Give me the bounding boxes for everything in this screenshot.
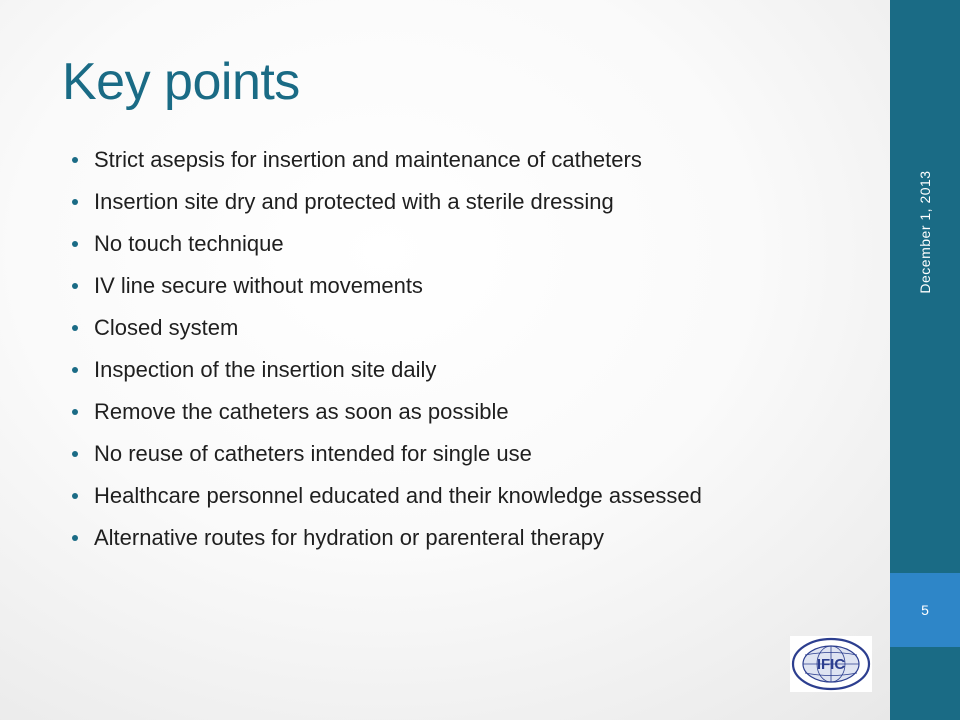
bullet-text: No touch technique bbox=[94, 231, 284, 256]
logo-text: IFIC bbox=[816, 656, 846, 673]
bullet-dot-icon bbox=[72, 409, 78, 415]
bullet-text: Remove the catheters as soon as possible bbox=[94, 399, 509, 424]
bullet-dot-icon bbox=[72, 199, 78, 205]
bullet-dot-icon bbox=[72, 493, 78, 499]
bullet-text: Alternative routes for hydration or parenteral therapy bbox=[94, 525, 604, 550]
bullet-item bbox=[72, 482, 812, 510]
bullet-dot-icon bbox=[72, 325, 78, 331]
bullet-text: Closed system bbox=[94, 315, 239, 340]
bullet-dot-icon bbox=[72, 157, 78, 163]
bullet-item bbox=[72, 314, 812, 342]
slide-number: 5 bbox=[921, 602, 929, 618]
bullet-dot-icon bbox=[72, 367, 78, 373]
bullet-text: IV line secure without movements bbox=[94, 273, 423, 298]
bullet-text: No reuse of catheters intended for single use bbox=[94, 441, 532, 466]
bullet-text: Healthcare personnel educated and their knowledge assessed bbox=[94, 483, 702, 508]
bullet-text: Strict asepsis for insertion and maintenance of catheters bbox=[94, 147, 642, 172]
bullet-item bbox=[72, 356, 812, 384]
ific-logo bbox=[790, 636, 872, 692]
bullet-dot-icon bbox=[72, 241, 78, 247]
bullet-dot-icon bbox=[72, 283, 78, 289]
slide-date: December 1, 2013 bbox=[917, 170, 933, 294]
bullet-item bbox=[72, 524, 812, 552]
bullet-dot-icon bbox=[72, 451, 78, 457]
bullet-text: Inspection of the insertion site daily bbox=[94, 357, 437, 382]
bullet-dot-icon bbox=[72, 535, 78, 541]
bullet-item bbox=[72, 272, 812, 300]
bullet-item bbox=[72, 188, 812, 216]
bullet-item bbox=[72, 398, 812, 426]
bullet-item bbox=[72, 440, 812, 468]
slide-title: Key points bbox=[62, 53, 300, 111]
bullet-item bbox=[72, 230, 812, 258]
bullet-list bbox=[72, 146, 812, 566]
bullet-text: Insertion site dry and protected with a sterile dressing bbox=[94, 189, 614, 214]
bullet-item bbox=[72, 146, 812, 174]
